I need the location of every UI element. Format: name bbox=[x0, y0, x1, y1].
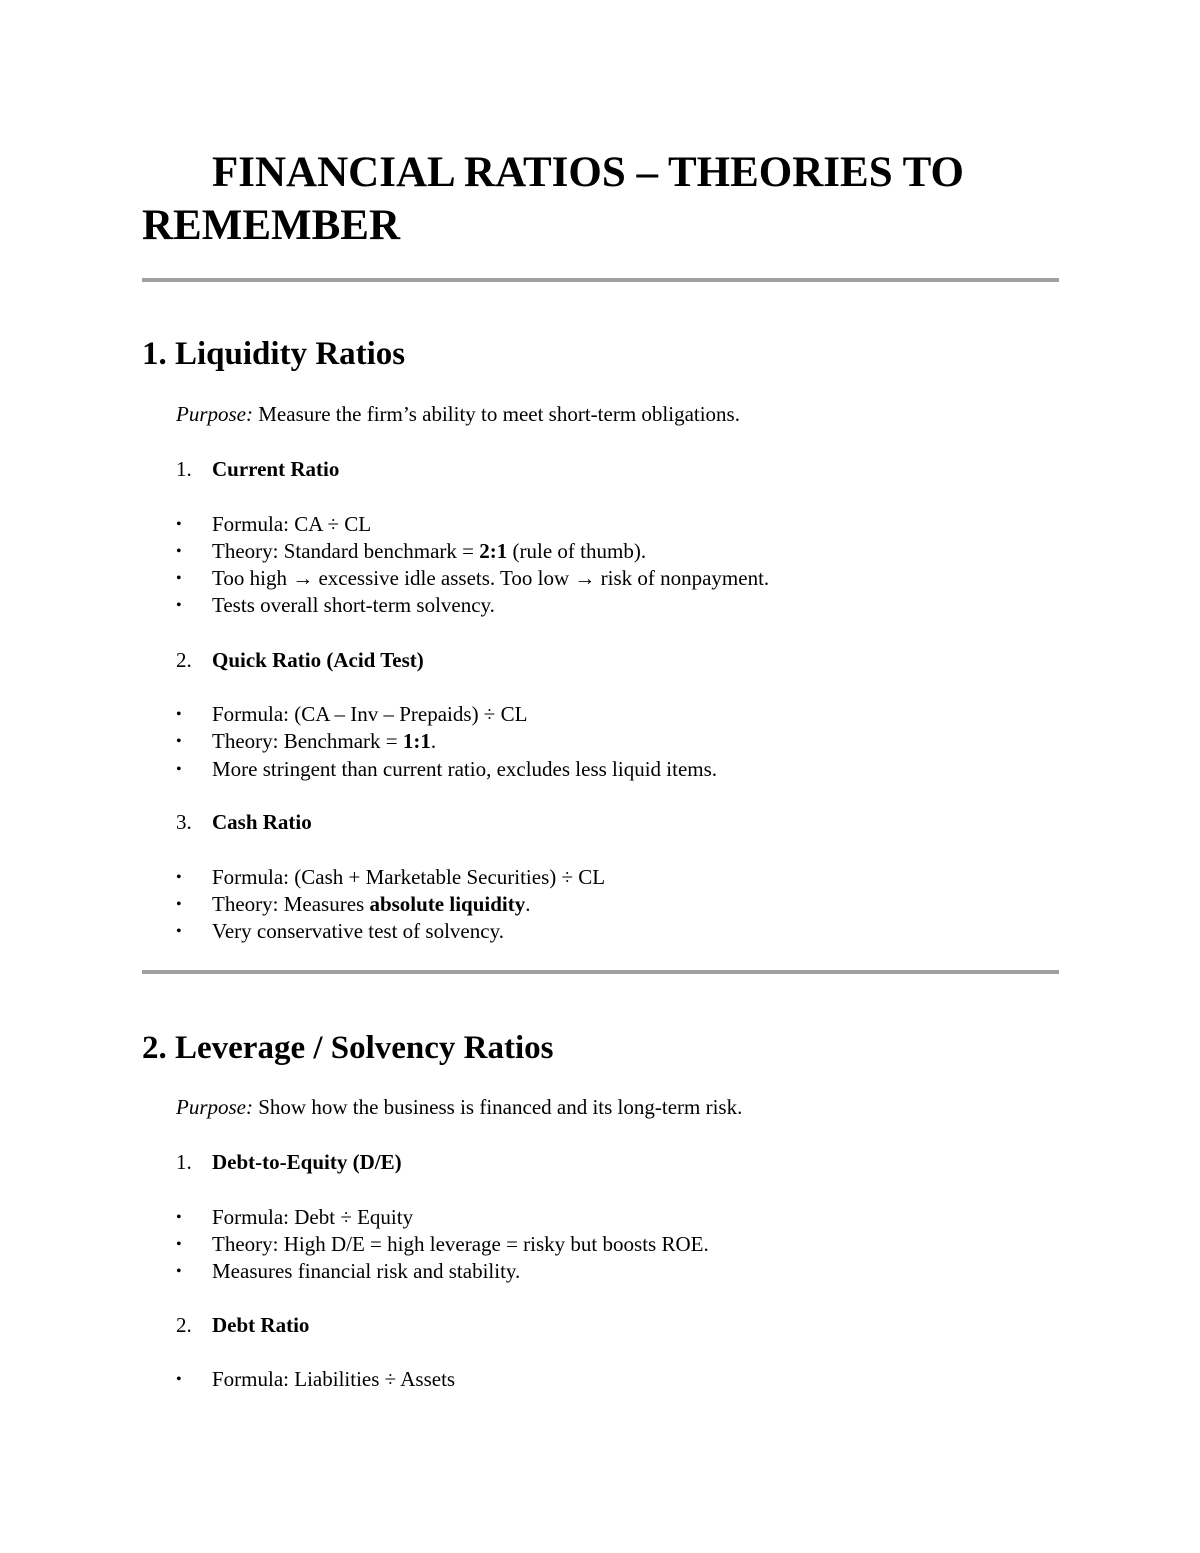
bullet-glyph: • bbox=[176, 1371, 182, 1388]
bullet-glyph: • bbox=[176, 869, 182, 886]
bullet-text: Formula: Debt ÷ Equity bbox=[212, 1205, 414, 1229]
bullet-text: Theory: Measures absolute liquidity. bbox=[212, 892, 531, 916]
bullet-glyph: • bbox=[176, 1263, 182, 1280]
ratio-name: Cash Ratio bbox=[212, 810, 312, 834]
ratio-name: Current Ratio bbox=[212, 457, 340, 481]
ratio-name: Quick Ratio (Acid Test) bbox=[212, 648, 424, 672]
bullet-glyph: • bbox=[176, 761, 182, 778]
bullet-text: Formula: (CA – Inv – Prepaids) ÷ CL bbox=[212, 702, 528, 726]
bullet-text: Formula: CA ÷ CL bbox=[212, 512, 372, 536]
purpose-label: Purpose: bbox=[176, 402, 253, 426]
bullet-glyph: • bbox=[176, 733, 182, 750]
ratio-number: 1. bbox=[176, 1150, 192, 1174]
bullet-glyph: • bbox=[176, 1236, 182, 1253]
purpose-line bbox=[176, 401, 740, 428]
bullet-glyph: • bbox=[176, 570, 182, 587]
horizontal-rule bbox=[142, 278, 1059, 282]
ratio-name: Debt Ratio bbox=[212, 1313, 310, 1337]
bullet-text: Very conservative test of solvency. bbox=[212, 919, 504, 943]
ratio-number: 2. bbox=[176, 1313, 192, 1337]
ratio-name: Debt-to-Equity (D/E) bbox=[212, 1150, 402, 1174]
ratio-number: 3. bbox=[176, 810, 192, 834]
purpose-line bbox=[176, 1094, 742, 1121]
section-heading: 1. Liquidity Ratios bbox=[142, 336, 406, 372]
bullet-glyph: • bbox=[176, 1209, 182, 1226]
bullet-text: Formula: (Cash + Marketable Securities) ÷ CL bbox=[212, 865, 606, 889]
document-title-line-1: FINANCIAL RATIOS – THEORIES TO bbox=[212, 149, 964, 196]
bullet-text: Theory: Benchmark = 1:1. bbox=[212, 729, 437, 753]
bullet-glyph: • bbox=[176, 896, 182, 913]
ratio-number: 2. bbox=[176, 648, 192, 672]
bullet-glyph: • bbox=[176, 923, 182, 940]
bullet-text: Theory: High D/E = high leverage = risky but boosts ROE. bbox=[212, 1232, 709, 1256]
purpose-text: Measure the firm’s ability to meet short-term obligations. bbox=[253, 402, 740, 426]
bullet-text: Measures financial risk and stability. bbox=[212, 1259, 521, 1283]
bullet-glyph: • bbox=[176, 543, 182, 560]
document-title-line-2: REMEMBER bbox=[142, 202, 400, 249]
bullet-text: More stringent than current ratio, excludes less liquid items. bbox=[212, 757, 718, 781]
horizontal-rule bbox=[142, 970, 1059, 974]
bullet-glyph: • bbox=[176, 516, 182, 533]
bullet-text: Too high → excessive idle assets. Too low → risk of nonpayment. bbox=[212, 566, 770, 590]
purpose-label: Purpose: bbox=[176, 1095, 253, 1119]
ratio-number: 1. bbox=[176, 457, 192, 481]
bullet-glyph: • bbox=[176, 597, 182, 614]
purpose-text: Show how the business is financed and its long-term risk. bbox=[253, 1095, 743, 1119]
bullet-glyph: • bbox=[176, 706, 182, 723]
bullet-text: Theory: Standard benchmark = 2:1 (rule of thumb). bbox=[212, 539, 647, 563]
section-heading: 2. Leverage / Solvency Ratios bbox=[142, 1030, 554, 1066]
bullet-text: Tests overall short-term solvency. bbox=[212, 593, 495, 617]
bullet-text: Formula: Liabilities ÷ Assets bbox=[212, 1367, 456, 1391]
